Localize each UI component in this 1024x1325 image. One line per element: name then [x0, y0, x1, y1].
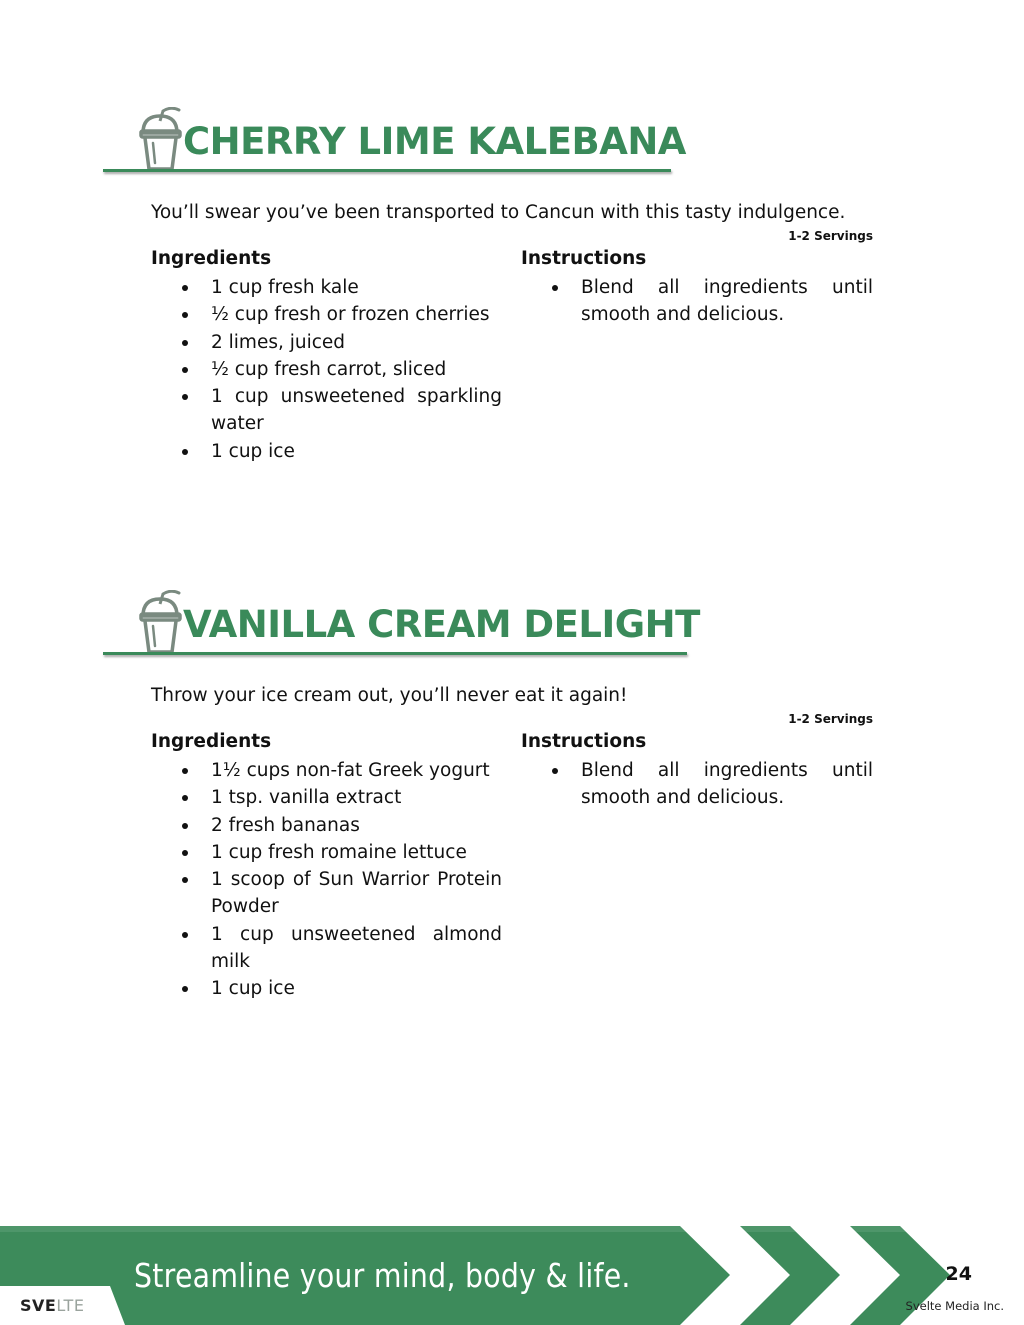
ingredient-item: 1 cup fresh kale — [180, 274, 502, 301]
ingredient-item: 1 cup unsweetened almond milk — [180, 921, 502, 976]
footer-slogan: Streamline your mind, body & life. — [134, 1256, 631, 1295]
footer-banner — [0, 1226, 1024, 1325]
svelte-logo — [20, 1296, 84, 1315]
ingredients-list — [180, 757, 502, 1003]
recipe-intro: Throw your ice cream out, you’ll never eat it again! — [151, 685, 628, 706]
instruction-item: Blend all ingredients until smooth and delicious. — [550, 757, 873, 812]
smoothie-cup-icon — [139, 107, 185, 173]
instructions-heading: Instructions — [521, 731, 647, 752]
instructions-list — [550, 757, 873, 812]
recipe-title: CHERRY LIME KALEBANA — [183, 120, 686, 163]
page-number: 24 — [945, 1263, 972, 1285]
ingredients-heading: Ingredients — [151, 731, 272, 752]
title-underline — [103, 652, 687, 655]
instructions-list — [550, 274, 873, 329]
ingredient-item: 1 cup ice — [180, 438, 502, 465]
ingredient-item: 1 tsp. vanilla extract — [180, 784, 502, 811]
ingredient-item: 1 cup ice — [180, 975, 502, 1002]
title-underline — [103, 169, 671, 172]
company-name: Svelte Media Inc. — [905, 1299, 1004, 1313]
logo-text-part2: LTE — [56, 1296, 85, 1315]
servings-label: 1-2 Servings — [788, 229, 873, 243]
ingredient-item: 1½ cups non-fat Greek yogurt — [180, 757, 502, 784]
logo-text-part1: SVE — [20, 1296, 57, 1315]
instruction-item: Blend all ingredients until smooth and delicious. — [550, 274, 873, 329]
ingredient-item: ½ cup fresh carrot, sliced — [180, 356, 502, 383]
ingredient-item: 2 limes, juiced — [180, 329, 502, 356]
ingredients-list — [180, 274, 502, 465]
recipe-intro: You’ll swear you’ve been transported to Cancun with this tasty indulgence. — [151, 202, 846, 223]
smoothie-cup-icon — [139, 590, 185, 656]
ingredient-item: ½ cup fresh or frozen cherries — [180, 301, 502, 328]
recipe-title: VANILLA CREAM DELIGHT — [183, 603, 700, 646]
instructions-heading: Instructions — [521, 248, 647, 269]
servings-label: 1-2 Servings — [788, 712, 873, 726]
ingredient-item: 1 scoop of Sun Warrior Protein Powder — [180, 866, 502, 921]
ingredient-item: 1 cup fresh romaine lettuce — [180, 839, 502, 866]
ingredient-item: 1 cup unsweetened sparkling water — [180, 383, 502, 438]
ingredient-item: 2 fresh bananas — [180, 812, 502, 839]
ingredients-heading: Ingredients — [151, 248, 272, 269]
